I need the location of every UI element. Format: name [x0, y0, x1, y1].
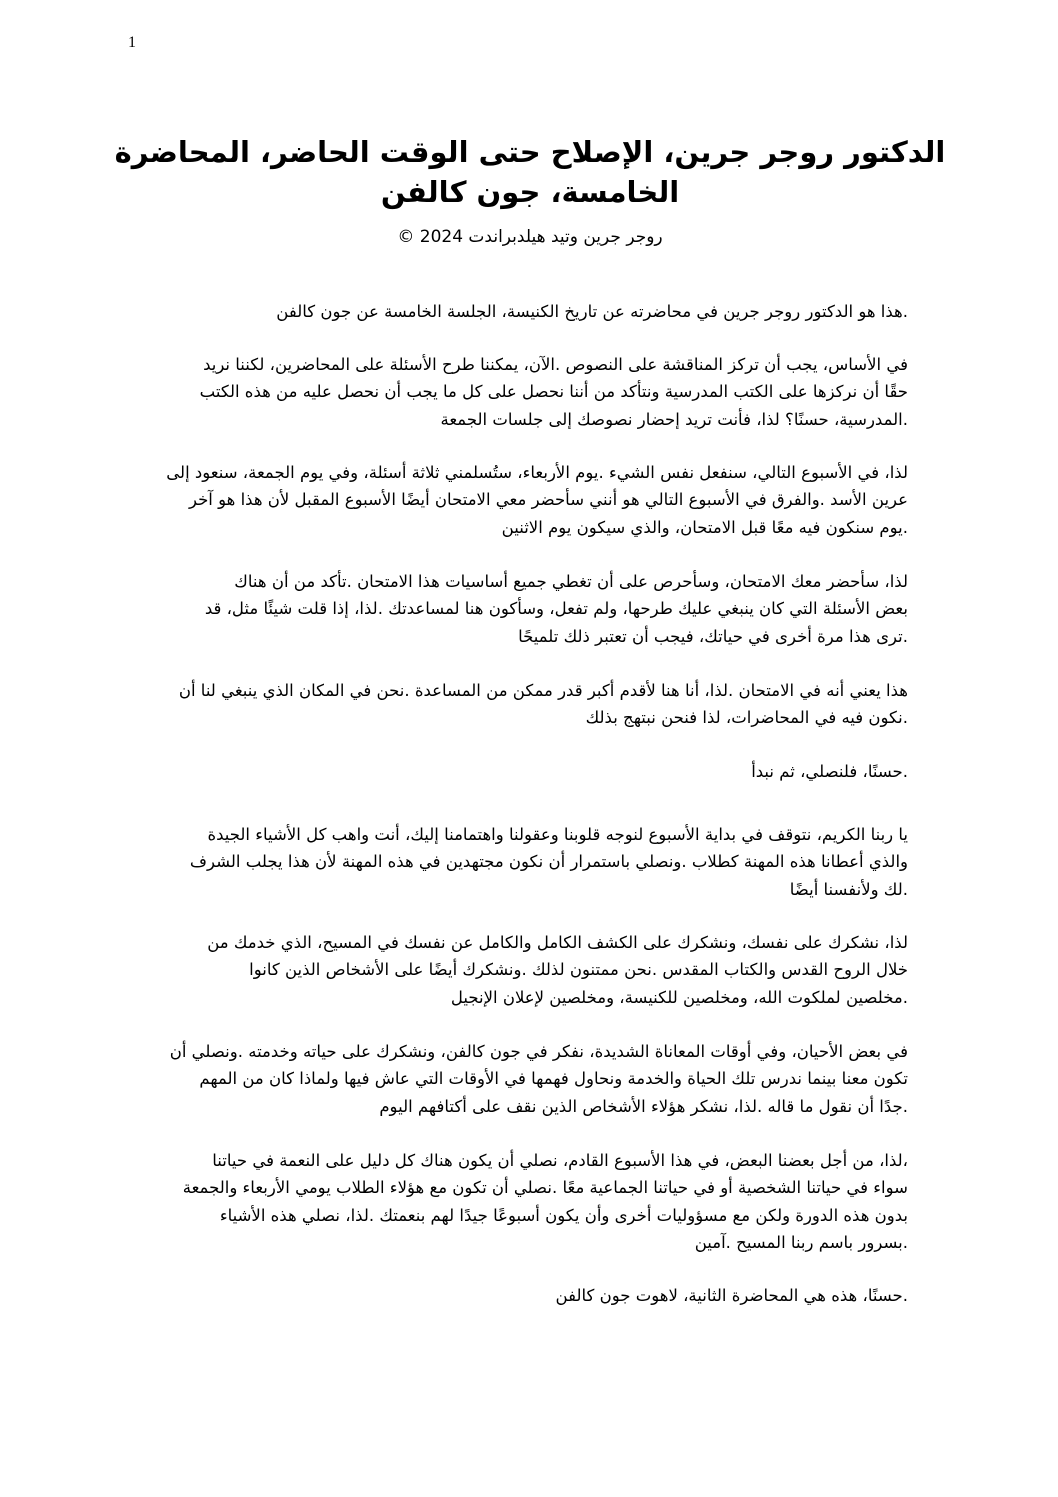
paragraph-line: .ترى هذا مرة أخرى في حياتك، فيجب أن تعتبر ذلك تلميحًا	[518, 626, 908, 646]
paragraph	[556, 1282, 908, 1309]
paragraph-line: .حسنًا، فلنصلي، ثم نبدأ	[751, 762, 908, 781]
paragraph-line: .يوم سنكون فيه معًا قبل الامتحان، والذي سيكون يوم الاثنين	[501, 517, 908, 537]
paragraph-line: .المدرسية، حسنًا؟ لذا، فأنت تريد إحضار نصوصك إلى جلسات الجمعة	[440, 409, 908, 429]
paragraph-line: هذا يعني أنه في الامتحان .لذا، أنا هنا لأقدم أكبر قدر ممكن من المساعدة .نحن في المكان الذي ينبغي لنا أن	[178, 681, 908, 700]
paragraph	[170, 1038, 908, 1120]
paragraph	[190, 821, 908, 903]
paragraph-line: في بعض الأحيان، وفي أوقات المعاناة الشديدة، نفكر في جون كالفن، ونشكرك على حياته وخدمته .ونصلي أن	[169, 1042, 908, 1061]
paragraph-line: عرين الأسد .والفرق في الأسبوع التالي هو أنني سأحضر معي الامتحان أيضًا الأسبوع المقبل لأن هذا هو آخر	[188, 490, 908, 510]
paragraph-line: .جدًا أن نقول ما قاله .لذا، نشكر هؤلاء الأشخاص الذين نقف على أكتافهم اليوم	[379, 1096, 908, 1116]
paragraph	[183, 1147, 908, 1256]
paragraph-line: تكون معنا بينما ندرس تلك الحياة والخدمة ونحاول فهمها في الأوقات التي عاش فيها ولماذا كان من المهم	[199, 1069, 908, 1089]
copyright-line: روجر جرين وتيد هيلدبراندت 2024 ©	[397, 227, 663, 247]
paragraph-line: بدون هذه الدورة ولكن مع مسؤوليات أخرى وأن يكون أسبوعًا جيدًا لهم بنعمتك .لذا، نصلي هذه الأشياء	[219, 1205, 908, 1225]
paragraph-line: لذا، نشكرك على نفسك، ونشكرك على الكشف الكامل والكامل عن نفسك في المسيح، الذي خدمك من	[207, 933, 908, 952]
paragraph-line: .نكون فيه في المحاضرات، لذا فنحن نبتهج بذلك	[585, 708, 908, 728]
paragraph-line: يا ربنا الكريم، نتوقف في بداية الأسبوع لنوجه قلوبنا وعقولنا واهتمامنا إليك، أنت واهب كل الأشياء الجيدة	[207, 825, 908, 844]
paragraph-line: والذي أعطانا هذه المهنة كطلاب .ونصلي باستمرار أن نكون مجتهدين في هذه المهنة لأن هذا يجلب الشرف	[189, 852, 908, 872]
paragraph	[166, 459, 908, 541]
paragraph	[205, 568, 908, 650]
paragraph	[276, 298, 908, 325]
paragraph-line: .حسنًا، هذه هي المحاضرة الثانية، لاهوت جون كالفن	[555, 1286, 908, 1305]
paragraph-line: .هذا هو الدكتور روجر جرين في محاضرته عن تاريخ الكنيسة، الجلسة الخامسة عن جون كالفن	[276, 302, 908, 321]
paragraph-line: سواء في حياتنا الشخصية أو في حياتنا الجماعية معًا .نصلي أن تكون مع هؤلاء الطلاب يومي الأربعاء والجمعة	[182, 1178, 908, 1198]
paragraph-line: في الأساس، يجب أن تركز المناقشة على النصوص .الآن، يمكننا طرح الأسئلة على المحاضرين، لكننا نريد	[203, 355, 908, 374]
paragraph	[751, 758, 908, 785]
paragraph-line: .بسرور باسم ربنا المسيح .آمين	[694, 1232, 908, 1252]
paragraph-line: لذا، في الأسبوع التالي، سنفعل نفس الشيء .يوم الأربعاء، ستُسلمني ثلاثة أسئلة، وفي يوم الجمعة، سنعود إلى	[166, 463, 908, 482]
paragraph	[207, 929, 908, 1011]
paragraph-line: خلال الروح القدس والكتاب المقدس .نحن ممتنون لذلك .ونشكرك أيضًا على الأشخاص الذين كانوا	[249, 960, 908, 980]
paragraph-line: بعض الأسئلة التي كان ينبغي عليك طرحها، ولم تفعل، وسأكون هنا لمساعدتك .لذا، إذا قلت شيئًا مثل، قد	[204, 599, 908, 619]
paragraph	[200, 351, 908, 433]
paragraph-line: ،لذا، من أجل بعضنا البعض، في هذا الأسبوع القادم، نصلي أن يكون هناك كل دليل على النعمة في حياتنا	[212, 1151, 908, 1170]
page-number: 1	[128, 34, 136, 51]
paragraph-line: .لك ولأنفسنا أيضًا	[789, 879, 908, 899]
paragraph-line: حقًا أن نركزها على الكتب المدرسية ونتأكد من أننا نحصل على كل ما يجب أن نحصل عليه من هذه الكتب	[199, 382, 908, 402]
paragraph	[179, 677, 908, 732]
document-title: الدكتور روجر جرين، الإصلاح حتى الوقت الحاضر، المحاضرة الخامسة، جون كالفن	[114, 135, 946, 209]
paragraph-line: لذا، سأحضر معك الامتحان، وسأحرص على أن تغطي جميع أساسيات هذا الامتحان .تأكد من أن هناك	[234, 572, 908, 591]
paragraph-line: .مخلصين لملكوت الله، ومخلصين للكنيسة، ومخلصين لإعلان الإنجيل	[450, 987, 908, 1007]
